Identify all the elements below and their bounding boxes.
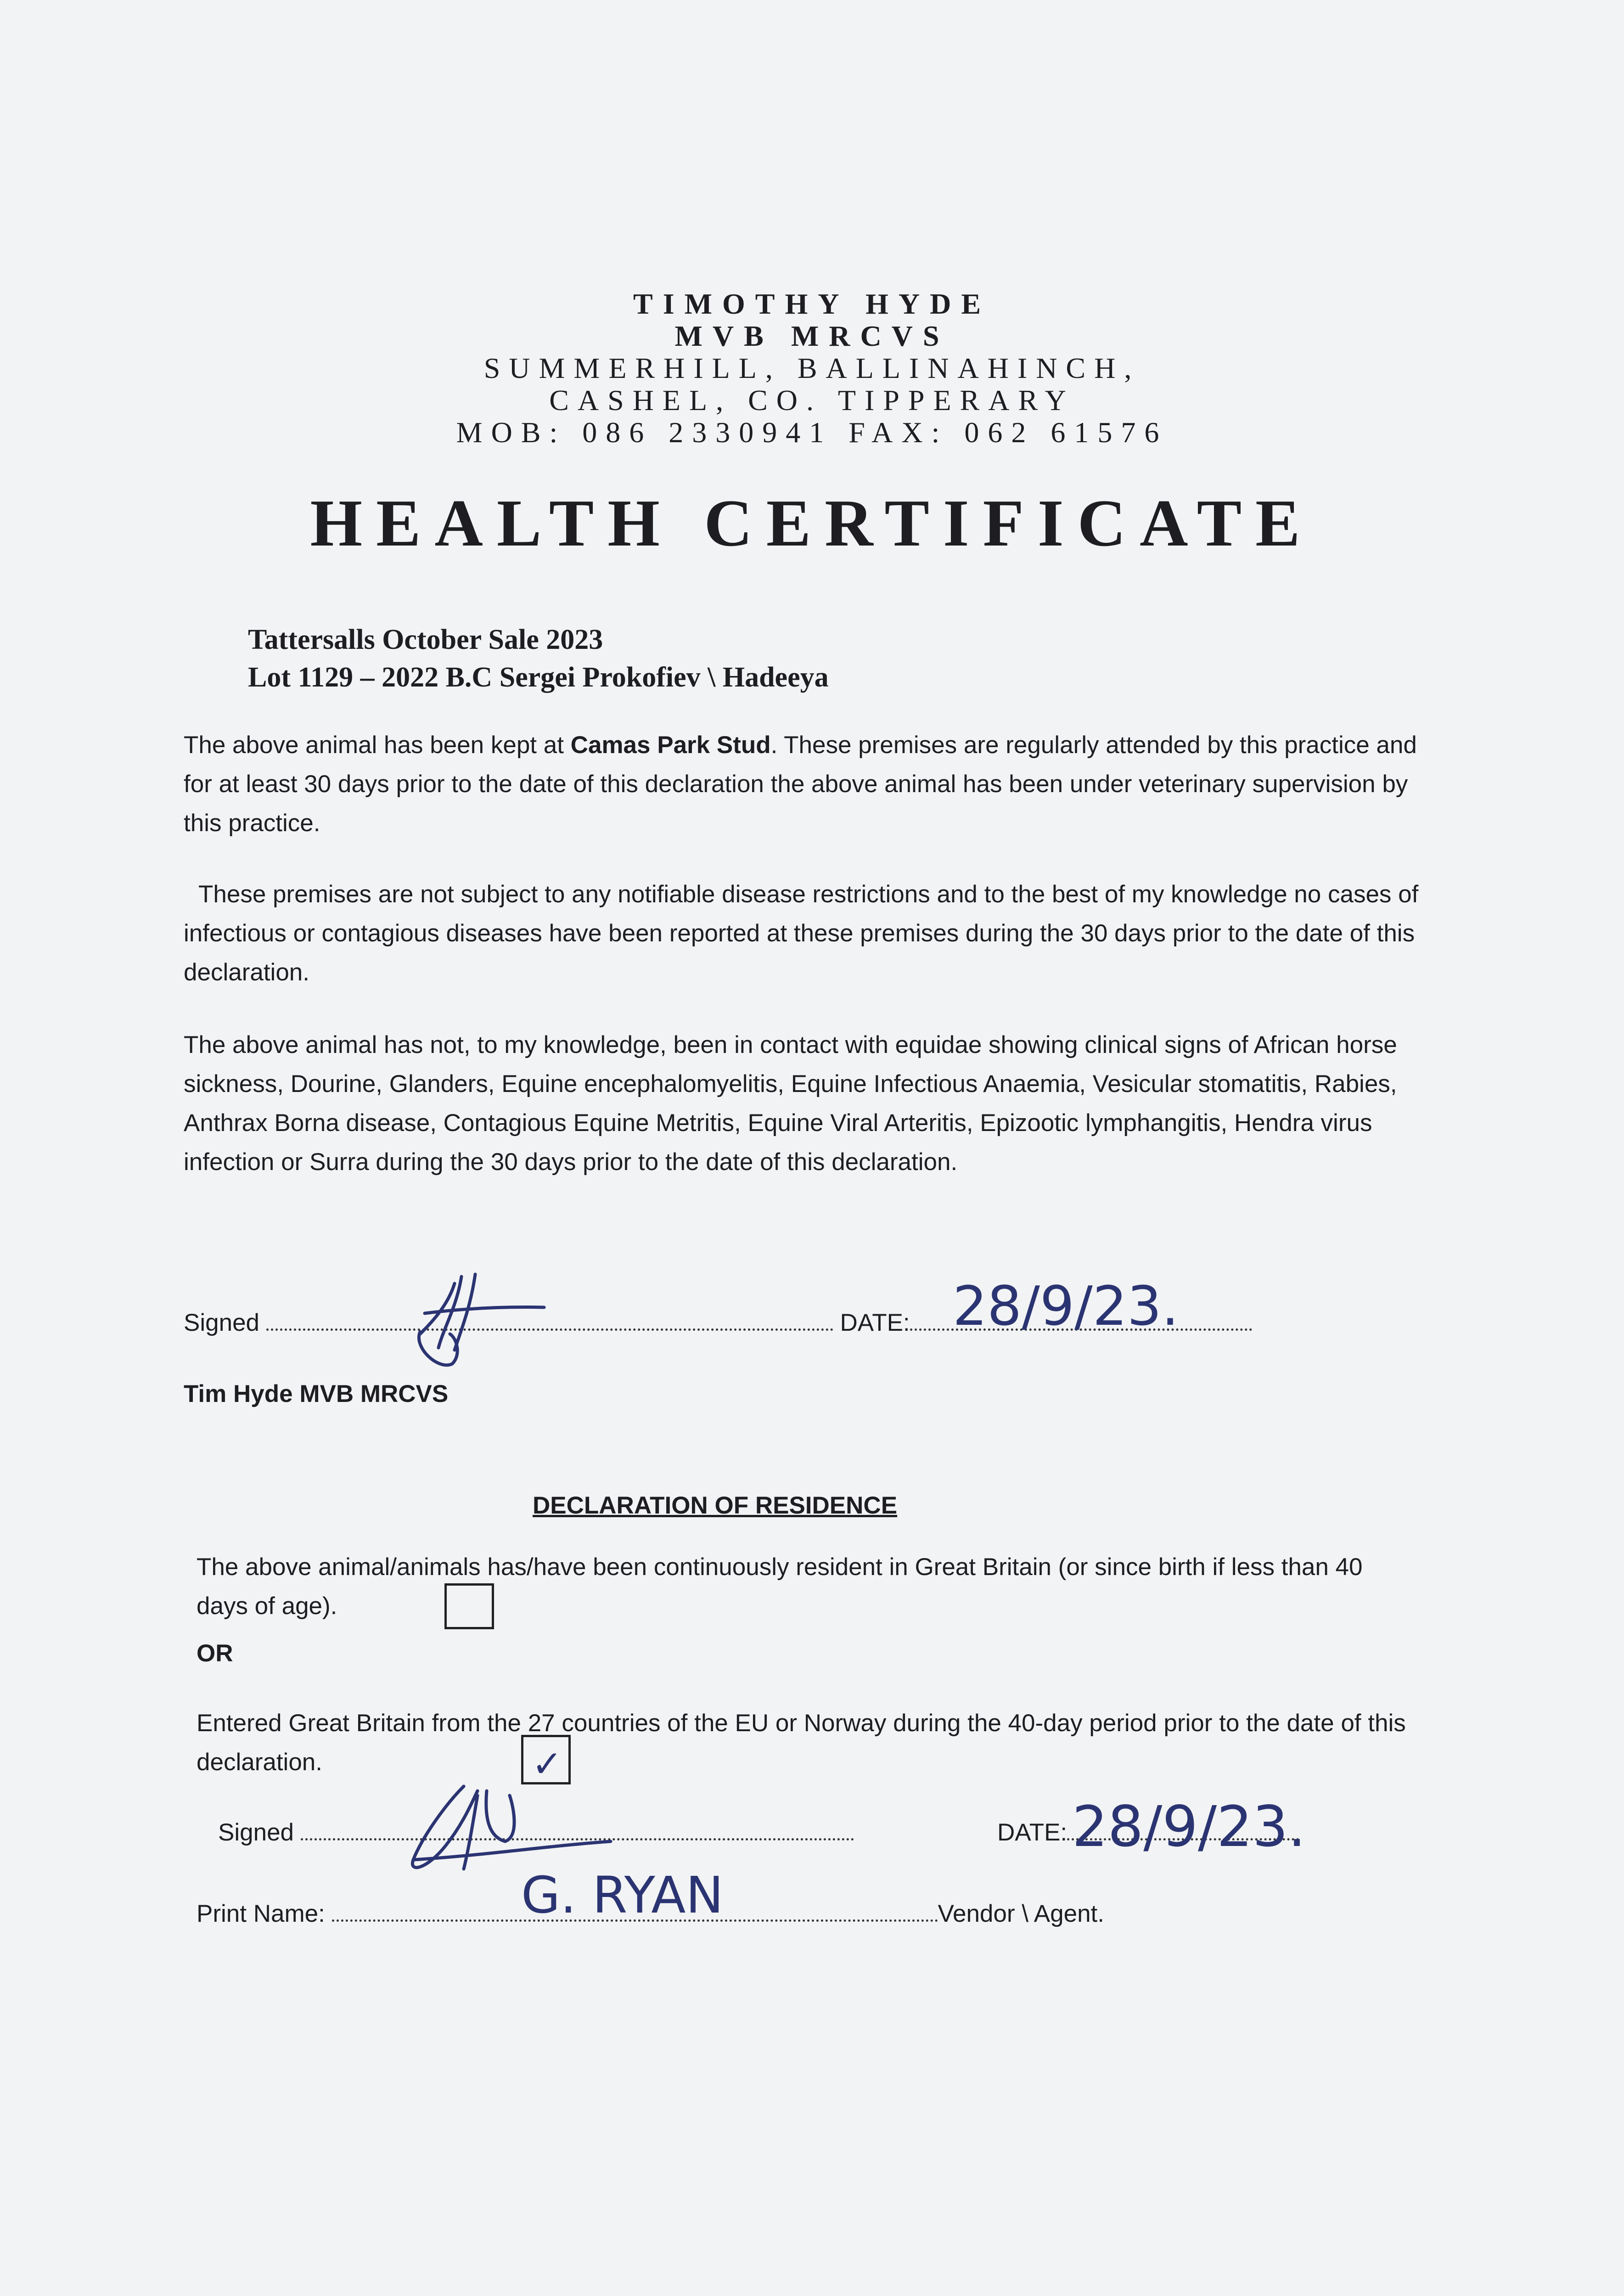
print-name-value: G. RYAN — [521, 1866, 724, 1925]
vendor-date-handwritten — [1072, 1789, 1329, 1867]
resident-checkbox[interactable] — [444, 1583, 494, 1629]
address-line-2: CASHEL, CO. TIPPERARY — [549, 384, 1075, 416]
signed-label: Signed — [184, 1309, 260, 1336]
vet-date-value: 28/9/23. — [953, 1274, 1179, 1338]
vendor-signed-label: Signed — [218, 1819, 294, 1846]
vendor-date-value: 28/9/23. — [1072, 1794, 1306, 1859]
print-name-label: Print Name: — [197, 1900, 325, 1927]
premises-name: Camas Park Stud — [570, 732, 771, 759]
check-mark-glyph: ✓ — [532, 1743, 563, 1785]
or-label: OR — [197, 1640, 233, 1667]
signature-line — [266, 1321, 833, 1331]
address-line-1: SUMMERHILL, BALLINAHINCH, — [483, 352, 1141, 384]
paragraph-premises-start: The above animal has been kept at — [184, 732, 571, 759]
vendor-agent-label: Vendor \ Agent. — [938, 1900, 1105, 1927]
vet-signatory: Tim Hyde MVB MRCVS — [184, 1380, 449, 1407]
date-label: DATE: — [840, 1309, 910, 1336]
vendor-date-label: DATE: — [997, 1819, 1068, 1846]
vet-qualifications: MVB MRCVS — [674, 320, 950, 352]
vet-name: TIMOTHY HYDE — [633, 287, 991, 320]
declaration-heading: DECLARATION OF RESIDENCE — [533, 1492, 898, 1519]
document-title: HEALTH CERTIFICATE — [310, 486, 1314, 560]
sale-event: Tattersalls October Sale 2023 — [248, 624, 603, 655]
paragraph-premises-end: . These premises are regularly attended by this practice and for at least 30 days prior to the date of this declaration the above animal has been under veterinary supervision by this practice. — [184, 732, 1417, 837]
vet-date-handwritten — [953, 1270, 1228, 1352]
phone-fax: MOB: 086 2330941 FAX: 062 61576 — [456, 416, 1168, 449]
paragraph-restrictions: These premises are not subject to any notifiable disease restrictions and to the best of my knowledge no cases of infectious or contagious diseases have been reported at these premises during the 30 days prior to the date of this declaration. — [184, 881, 1419, 986]
paragraph-diseases: The above animal has not, to my knowledge, been in contact with equidae showing clinical signs of African horse sickness, Dourine, Glanders, Equine encephalomyelitis, Equine Infectious Anaemia, Vesicular stomatitis, Rabies, Anthrax Borna disease, Contagious Equine Metritis, Equine Viral Arteritis, Epizootic lymphangitis, Hendra virus infection or Surra during the 30 days prior to the date of this declaration. — [184, 1031, 1397, 1176]
vet-signature-scribble — [411, 1256, 549, 1375]
declaration-option-2: Entered Great Britain from the 27 countries of the EU or Norway during the 40-day period prior to the date of this declaration. — [197, 1710, 1406, 1776]
print-name-handwritten — [521, 1855, 797, 1933]
paragraph-premises — [184, 726, 1423, 843]
sale-lot: Lot 1129 – 2022 B.C Sergei Prokofiev \ Hadeeya — [248, 662, 829, 693]
declaration-option-1: The above animal/animals has/have been continuously resident in Great Britain (or since birth if less than 40 days of age). — [197, 1553, 1363, 1620]
